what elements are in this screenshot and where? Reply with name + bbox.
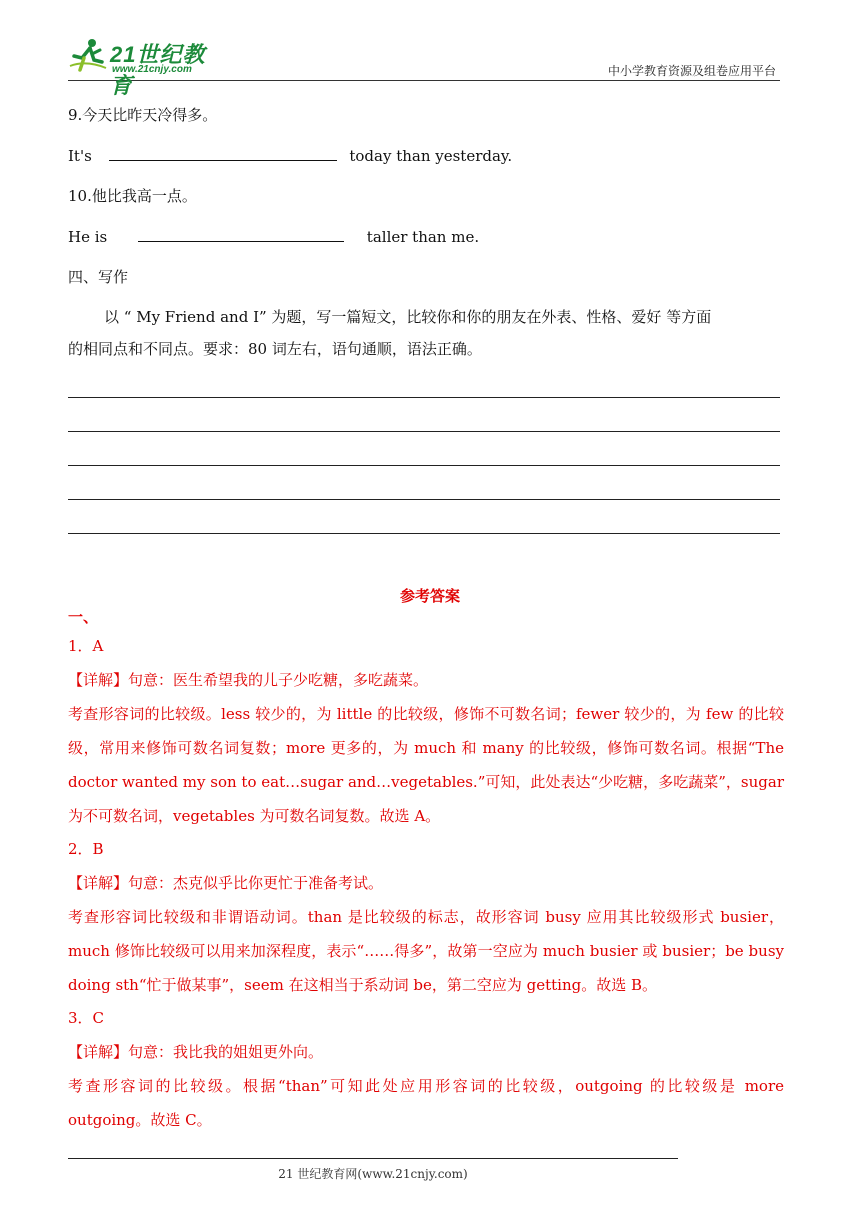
question-9-start: It's [68, 147, 92, 165]
site-logo[interactable] [68, 36, 228, 98]
question-9-blank[interactable] [109, 146, 337, 161]
logo-url: www.21cnjy.com [112, 64, 192, 75]
answer-3-detail-tag: 【详解】 [68, 1043, 129, 1061]
answer-1-meaning-line [68, 670, 428, 690]
platform-name: 中小学教育资源及组卷应用平台 [607, 64, 776, 78]
answer-1-meaning: 句意：医生希望我的儿子少吃糖，多吃蔬菜。 [128, 671, 429, 689]
writing-instruction-line-1: 以 “ My Friend and I” 为题，写一篇短文，比较你和你的朋友在外表、性格、爱好 等方面 [104, 308, 712, 326]
answer-3-explanation: 考查形容词的比较级。根据“than”可知此处应用形容词的比较级，outgoing 的比较级是 more outgoing。故选 C。 [68, 1077, 784, 1129]
runner-logo-icon [68, 36, 108, 76]
writing-line-1[interactable] [68, 397, 780, 398]
writing-line-4[interactable] [68, 499, 780, 500]
answers-section: 一、 [68, 608, 99, 626]
answer-2-meaning: 句意：杰克似乎比你更忙于准备考试。 [128, 874, 384, 892]
answers-title: 参考答案 [399, 587, 460, 605]
answer-2-meaning-line [68, 873, 383, 893]
answer-1-explanation: 考查形容词的比较级。less 较少的，为 little 的比较级，修饰不可数名词；fewer 较少的，为 few 的比较级，常用来修饰可数名词复数；more 更多的，为 much 和 many 的比较级，修饰可数名词。根据“The doctor wanted my son to eat…sugar and…vegetables.”可知，此处表达“少吃糖，多吃蔬菜”，sugar 为不可数名词，vegetables 为可数名词复数。故选 A。 [68, 705, 784, 825]
question-9-sentence [68, 146, 512, 166]
answer-2-explanation: 考查形容词比较级和非谓语动词。than 是比较级的标志，故形容词 busy 应用其比较级形式 busier，much 修饰比较级可以用来加深程度，表示“……得多”，故第一空应为 much busier 或 busier；be busy doing sth“忙于做某事”，seem 在这相当于系动词 be，第二空应为 getting。故选 B。 [68, 908, 784, 994]
writing-instruction-line-2: 的相同点和不同点。要求：80 词左右，语句通顺，语法正确。 [68, 340, 482, 358]
answer-1-detail-tag: 【详解】 [68, 671, 129, 689]
question-10-blank[interactable] [138, 227, 344, 242]
page-header [68, 34, 780, 98]
answer-1-label: 1．A [68, 637, 104, 655]
writing-heading: 四、写作 [68, 268, 129, 286]
answer-3-meaning-line [68, 1042, 323, 1062]
writing-line-5[interactable] [68, 533, 780, 534]
answer-3-label: 3．C [68, 1009, 105, 1027]
question-9-end: today than yesterday. [349, 147, 513, 165]
writing-line-3[interactable] [68, 465, 780, 466]
question-10-sentence [68, 227, 479, 247]
writing-instruction [68, 301, 782, 365]
footer-text[interactable]: 21 世纪教育网(www.21cnjy.com) [278, 1167, 468, 1181]
answer-2-detail-tag: 【详解】 [68, 874, 129, 892]
writing-line-2[interactable] [68, 431, 780, 432]
logo-text: 21世纪教育 [110, 42, 206, 98]
footer-divider [68, 1158, 678, 1159]
answer-3-meaning: 句意：我比我的姐姐更外向。 [128, 1043, 324, 1061]
question-10-prompt: 10.他比我高一点。 [68, 187, 197, 205]
answer-2-label: 2．B [68, 840, 104, 858]
question-10-end: taller than me. [366, 228, 480, 246]
question-10-start: He is [68, 228, 108, 246]
question-9-prompt: 9.今天比昨天冷得多。 [68, 106, 218, 124]
